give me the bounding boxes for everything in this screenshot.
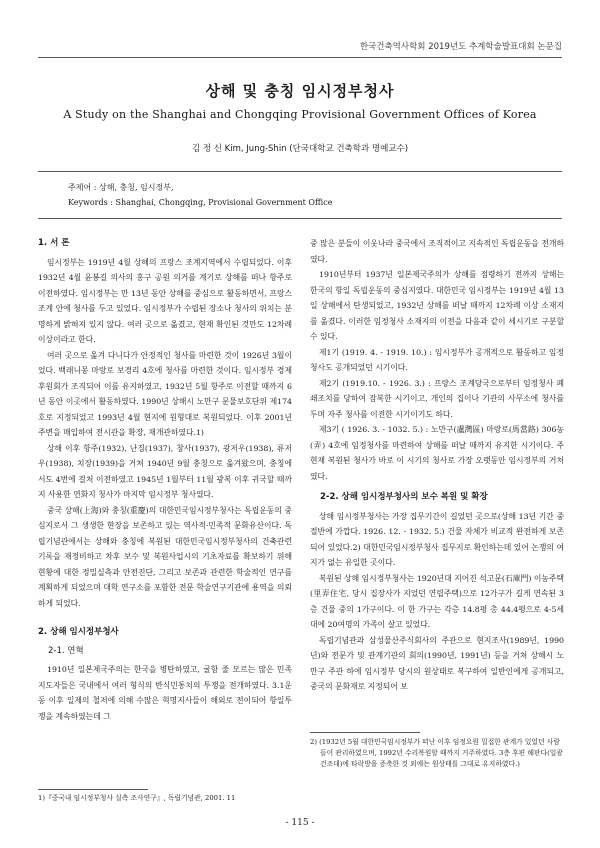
footnote-number: 2) [310, 738, 317, 746]
paper-title-korean: 상해 및 충칭 임시정부청사 [205, 82, 395, 100]
body-paragraph: 1910년 일본제국주의는 한국을 병탄하였고, 굴함 줄 모르는 많은 민족지도자들은 국내에서 여러 형식의 반식민통치의 투쟁을 전개하였다. 3.1운동 이후 일제의 철저에 의해 수많은 혁명지사들이 해외로 전이되어 항일투쟁을 계속하였는데 그 [38, 665, 292, 721]
paper-title-english: A Study on the Shanghai and Chongqing Provisional Government Offices of Korea [63, 108, 537, 121]
running-header: 한국건축역사학회 2019년도 추계학술발표대회 논문집 [38, 40, 562, 58]
footnote-1: 1)『중국내 임시정부청사 실측 조사연구』, 독립기념관, 2001. 11 [38, 794, 236, 802]
footnote-divider [38, 789, 148, 790]
keywords-box [38, 171, 562, 219]
period-item: 제1기 (1919. 4. - 1919. 10.) : 임시정부가 공개적으로 활동하고 임정청사도 공개되었던 시기이다. [310, 347, 564, 372]
body-paragraph: 독립기념관과 삼성물산주식회사의 주관으로 현지조사(1989년, 1990년)와 전문가 및 관계기관의 회의(1990년, 1991년) 등을 거쳐 상해시 노만구 주관 하에 임시정부 당시의 원상태로 복구하여 일반인에게 공개되고, 중국의 문화재로 지정되어 보 [310, 635, 564, 691]
subsection-2-1-heading: 2-1. 연혁 [48, 645, 84, 656]
body-paragraph: 상해 임시정부청사는 가장 집무기간이 길었던 곳으로(상해 13년 기간 중 절반에 가깝다. 1926. 12. - 1932. 5.) 건물 자체가 비교적 완전하게 보존되어 있었다.2) 대한민국임시정부청사 집무지로 확인하는데 있어 논쟁의 여지가 없는 유일한 곳이다. [310, 511, 564, 567]
body-paragraph: 상해 이후 항주(1932), 난징(1937), 창사(1937), 광저우(1938), 류저우(1938), 치장(1939)을 거쳐 1940년 9월 충칭으로 옮겨왔으며, 충칭에서도 4번에 걸쳐 이전하였고 1945년 1월부터 11월 광복 이후 귀국할 때까지 사용한 연화지 청사가 마지막 임시정부 청사였다. [38, 443, 292, 499]
body-paragraph: 복원된 상해 임시정부청사는 1920년대 지어진 석고문(石庫門) 이농주택(里弄住宅, 당시 집장사가 지었던 연립주택)으로 12가구가 길게 연속된 3층 건물 중의 1가구이다. 이 한 가구는 각층 14.8평 총 44.4평으로 4-5세대에 20여명의 가족이 살고 있었다. [310, 573, 564, 629]
period-item: 제3기 ( 1926. 3. - 1032. 5.) : 노만구(盧灣區) 마랑로(馬當路) 306농(弄) 4호에 임정청사를 마련하여 상해를 떠날 때까지 유지한 시기이다. 주 현재 복원된 청사가 바로 이 시기의 청사로 가장 오랫동안 임시정부의 거처였다. [310, 425, 564, 481]
period-item: 제2기 (1919.10. - 1926. 3.) : 프랑스 조계당국으로부터 임정청사 폐쇄조치를 당하여 잠복한 시기이고, 개인의 집이나 기관의 사무소에 청사를 두며 자주 청사를 이전한 시기이기도 하다. [310, 378, 564, 419]
section-1-heading: 1. 서 론 [38, 238, 70, 248]
footnote-2 [310, 737, 564, 770]
left-column [38, 236, 292, 724]
body-paragraph: 1910년부터 1937년 일본제국주의가 상해를 점령하기 전까지 상해는 한국의 항일 독립운동의 중심지였다. 대한민국 임시정부는 1919년 4월 13일 상해에서 탄생되었고, 1932년 상해를 떠날 때까지 12차례 이상 소재지를 옮겼다. 이러한 임정청사 소재지의 이전을 다음과 같이 세시기로 구분할 수 있다. [310, 270, 564, 341]
subsection-2-2-heading: 2-2. 상해 임시정부청사의 보수 복원 및 확장 [320, 492, 488, 502]
body-paragraph: 중 많은 분들이 이웃나라 중국에서 조직적이고 지속적인 독립운동을 전개하였다. [310, 239, 564, 264]
section-2-heading: 2. 상해 임시정부청사 [38, 627, 119, 637]
author-line: 김 정 신 Kim, Jung-Shin (단국대학교 건축학과 명예교수) [191, 144, 409, 154]
footnote-text: (1932년 5월 대한민국임시정부가 떠난 이후 임정요원 밀접한 관계가 있었던 사람들이 관리하였으며, 1992년 수리복원할 때까지 거주하였다. 3층 후편 해판다(일광 건조대)에 타락방을 증축한 것 외에는 원상태를 그대로 유지하였다.) [319, 738, 563, 768]
page-number: - 115 - [285, 818, 315, 828]
body-paragraph: 여러 곳으로 옮겨 다니다가 안정적인 청사를 마련한 것이 1926년 3월이었다. 백래니몽 마랑로 보경리 4호에 청사를 마련한 것이다. 임시정부 경제후원회가 조직되어 이를 유지하였고, 1932년 5월 항주로 이전할 때까지 6년 동안 이곳에서 활동하였다. 1990년 상해시 노만구 문물보호단위 제174호로 지정되었고 1993년 4월 현지에 원형대로 복원되었다. 이후 2001년 주변을 매입하여 전시관을 확장, 재개관하였다.1) [38, 350, 292, 437]
body-paragraph: 중국 상해(上海)와 충칭(重慶)의 대한민국임시정부청사는 독립운동의 중심지로서 그 생생한 현장을 보존하고 있는 역사적·민족적 문화유산이다. 독립기념관에서는 상해와 충칭에 복원된 대한민국임시정부청사의 건축관련 기록을 재정비하고 차후 보수 및 복원사업시의 기초자료를 확보하기 위해 현황에 대한 정밀실측과 안전진단, 그리고 보존과 관련한 학술적인 연구를 계획하게 되었으며 대학 연구소를 포함한 전문 학술연구기관에 용역을 의뢰하게 되었다. [38, 505, 292, 608]
footnote-divider [310, 732, 420, 733]
right-column [310, 236, 564, 695]
body-paragraph: 임시정부는 1919년 4월 상해의 프랑스 조계지역에서 수립되었다. 이후 1932년 4월 윤봉길 의사의 홍구 공원 의거를 계기로 상해를 떠나 항주로 이전하였다. 임시정부는 만 13년 동안 상해를 중심으로 활동하면서, 프랑스 조계 안에 청사를 두고 있었다. 임시정부가 수립된 장소나 청사의 위치는 분명하게 밝혀져 있지 않다. 여러 곳으로 옮겼고, 현재 확인된 것만도 12차례 이상이라고 한다. [38, 257, 292, 344]
keywords-korean: 주제어 : 상해, 충칭, 임시정부, [68, 183, 174, 192]
keywords-english: Keywords : Shanghai, Chongqing, Provisional Government Office [68, 198, 333, 207]
